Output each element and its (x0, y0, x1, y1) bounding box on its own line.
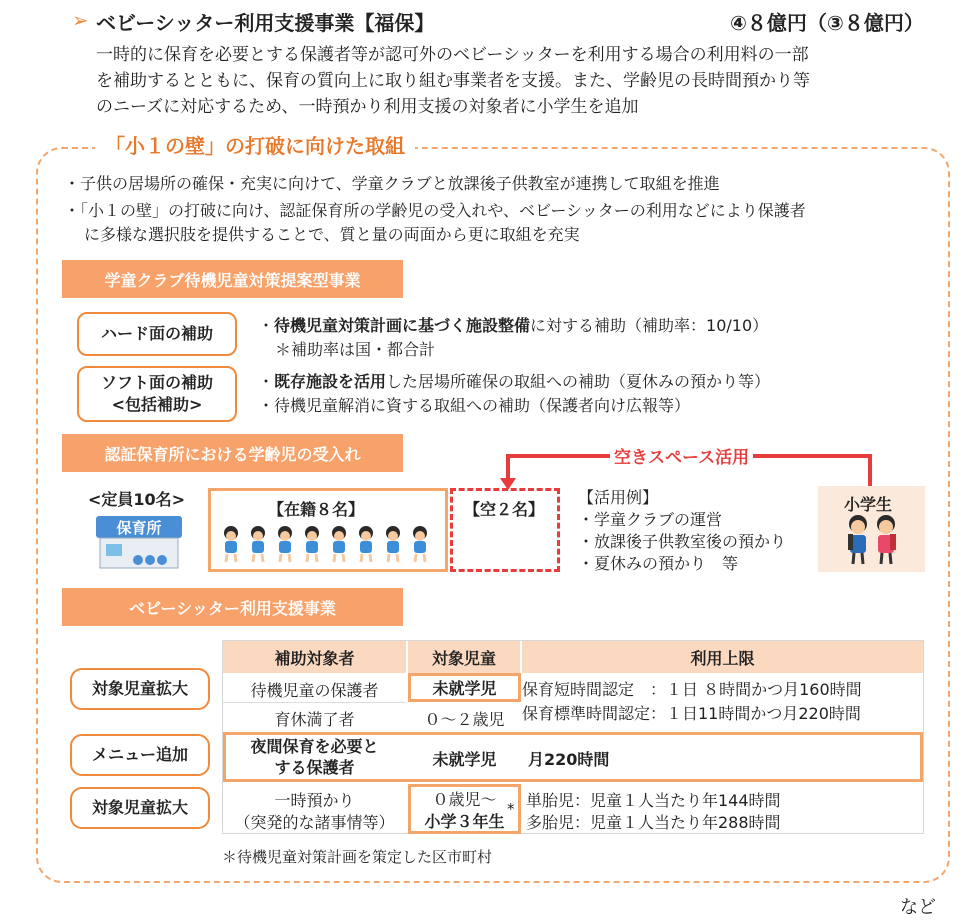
soft-support-sub: <包括補助> (111, 395, 203, 414)
limit-short: 保育短時間認定 ：１日 ８時間かつ月160時間 (522, 680, 862, 699)
tag-menu-add (70, 734, 210, 776)
nursery-sign: 保育所 (116, 519, 162, 537)
limit-long: 保育標準時間認定：１日11時間かつ月220時間 (522, 704, 861, 723)
bullet-2 (64, 199, 934, 247)
th-target: 補助対象者 (223, 641, 406, 673)
r4-limit-line1: 単胎児：児童１人当たり年144時間 (526, 791, 781, 810)
r3-child: 未就学児 (432, 750, 497, 769)
hard-line (258, 314, 768, 338)
pupil-label: 小学生 (844, 495, 893, 514)
intro-line: を補助するとともに、保育の質向上に取り組む事業者を支援。また、学齢児の長時間預かり等 (96, 71, 810, 91)
babysitter-bar: ベビーシッター利用支援事業 (62, 588, 403, 626)
tag-expand-1 (70, 668, 210, 710)
intro-text (96, 42, 946, 120)
r4-star: * (507, 800, 515, 818)
r4-child-line2: 小学３年生 (424, 812, 505, 831)
r4-limit (526, 790, 781, 834)
example-item: ・夏休みの預かり 等 (578, 554, 739, 573)
r3-limit: 月220時間 (528, 750, 610, 769)
gakudo-bar: 学童クラブ待機児童対策提案型事業 (62, 260, 403, 298)
soft-line-1-prefix: ・ (258, 372, 275, 391)
header-title: ベビーシッター利用支援事業【福保】 (96, 11, 435, 35)
intro-line: のニーズに対応するため、一時預かり利用支援の対象者に小学生を追加 (96, 97, 639, 117)
r4-target-line1: 一時預かり (274, 791, 355, 810)
soft-support-text: ソフト面の補助 (100, 373, 213, 392)
examples (578, 487, 786, 575)
example-item: ・放課後子供教室後の預かり (578, 532, 787, 551)
row-divider (223, 702, 406, 703)
enrolled-label: 【在籍８名】 (268, 500, 365, 519)
tag-text: メニュー追加 (91, 745, 188, 764)
limit-standard (522, 678, 862, 726)
examples-title: 【活用例】 (578, 488, 659, 507)
pupils-icon (838, 512, 908, 568)
space-use-label: 空きスペース活用 (610, 443, 753, 468)
r4-target-line2: （突発的な諸事情等） (234, 813, 395, 832)
hard-note: ＊補助率は国・都合計 (275, 340, 436, 359)
soft-support-label (77, 366, 237, 422)
hard-line-bold: 待機児童対策計画に基づく施設整備 (274, 316, 531, 335)
tag-text: 対象児童拡大 (91, 679, 188, 698)
capacity-label: <定員10名> (88, 490, 186, 509)
r4-child-line1: ０歳児～ (432, 790, 497, 809)
r3-target-line2: する保護者 (274, 758, 355, 777)
hard-line-prefix: ・ (258, 316, 275, 335)
r1-target: 待機児童の保護者 (250, 681, 379, 700)
tag-text: 対象児童拡大 (91, 798, 188, 817)
intro-line: 一時的に保育を必要とする保護者等が認可外のベビーシッターを利用する場合の利用料の一部 (96, 45, 809, 65)
soft-line-1 (258, 370, 770, 394)
tag-expand-2 (70, 787, 210, 829)
footnote: ＊待機児童対策計画を策定した区市町村 (222, 848, 493, 866)
hard-line-rest: に対する補助（補助率：10/10） (530, 316, 769, 335)
header-arrow-icon: ➢ (72, 8, 89, 32)
soft-line-1-bold: 既存施設を活用 (274, 372, 387, 391)
example-item: ・学童クラブの運営 (578, 510, 723, 529)
r2-child: ０～２歳児 (424, 710, 505, 729)
nursery-building-icon (94, 512, 184, 570)
th-limit: 利用上限 (522, 641, 923, 673)
r3-target-line1: 夜間保育を必要と (250, 737, 379, 756)
ninsho-bar: 認証保育所における学齢児の受入れ (62, 434, 403, 472)
etc-label: など (900, 897, 936, 918)
empty-label: 【空２名】 (464, 500, 545, 519)
hard-support-label (77, 312, 237, 356)
bullet-1: ・子供の居場所の確保・充実に向けて、学童クラブと放課後子供教室が連携して取組を推進 (64, 174, 720, 193)
th-child: 対象児童 (408, 641, 520, 673)
header-budget: ④８億円（③８億円） (730, 11, 924, 35)
children-icon (218, 524, 440, 564)
bullet-2-line-b: に多様な選択肢を提供することで、質と量の両面から更に取組を充実 (84, 225, 580, 244)
soft-line-2: ・待機児童解消に資する取組への補助（保護者向け広報等） (258, 396, 691, 415)
section-title: 「小１の壁」の打破に向けた取組 (95, 130, 415, 159)
bullet-2-line-a: ・「小１の壁」の打破に向け、認証保育所の学齢児の受入れや、ベビーシッターの利用などにより保護者 (64, 201, 806, 220)
r3-target (223, 736, 406, 778)
r1-child: 未就学児 (408, 673, 521, 702)
r2-target: 育休満了者 (274, 710, 355, 729)
r4-limit-line2: 多胎児：児童１人当たり年288時間 (526, 813, 781, 832)
hard-support-text: ハード面の補助 (100, 324, 213, 343)
r4-target (223, 790, 406, 834)
r4-child (408, 789, 521, 833)
soft-line-1-rest: した居場所確保の取組への補助（夏休みの預かり等） (386, 372, 771, 391)
